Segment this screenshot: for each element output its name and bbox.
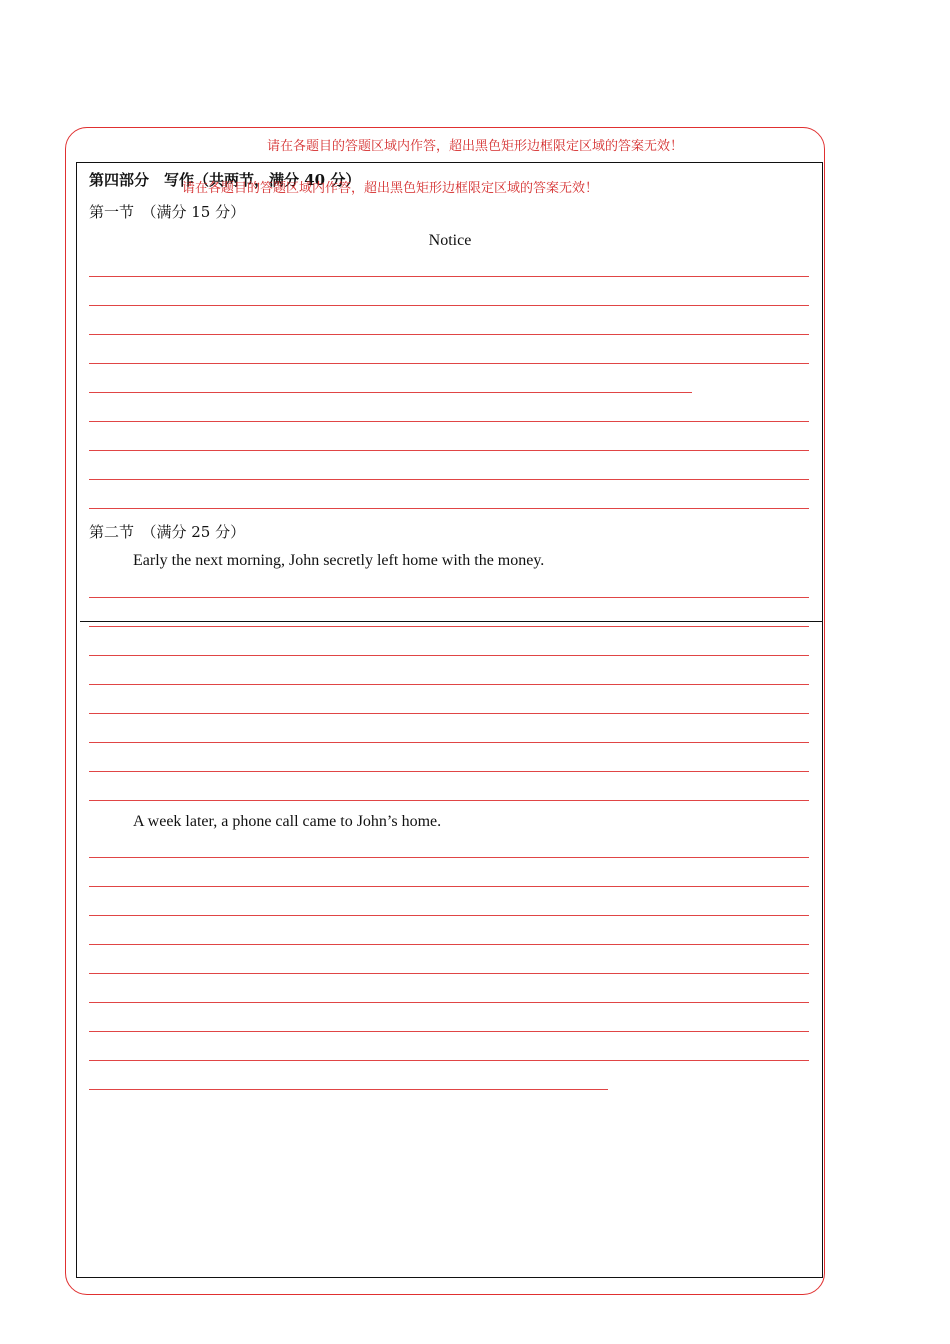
writing-line[interactable] (89, 944, 809, 945)
writing-line[interactable] (89, 742, 809, 743)
writing-line[interactable] (89, 800, 809, 801)
writing-line[interactable] (89, 713, 809, 714)
writing-line[interactable] (89, 915, 809, 916)
writing-line[interactable] (89, 771, 809, 772)
writing-line[interactable] (89, 684, 809, 685)
writing-line[interactable] (89, 305, 809, 306)
notice-heading: Notice (428, 232, 472, 249)
writing-line[interactable] (89, 1002, 809, 1003)
writing-line[interactable] (89, 857, 809, 858)
section1-title: 第一节 （满分 15 分） (89, 203, 246, 221)
continuation-prompt-1: Early the next morning, John secretly left home with the money. (133, 552, 545, 569)
answer-area-warning: 请在各题目的答题区域内作答，超出黑色矩形边框限定区域的答案无效！ (266, 139, 683, 154)
writing-line[interactable] (89, 363, 809, 364)
writing-line[interactable] (89, 626, 809, 627)
writing-line[interactable] (89, 479, 809, 480)
writing-line[interactable] (89, 597, 809, 598)
section2-title: 第二节 （满分 25 分） (89, 523, 246, 541)
writing-line[interactable] (89, 421, 809, 422)
writing-line[interactable] (89, 450, 809, 451)
writing-line[interactable] (89, 508, 809, 509)
writing-line[interactable] (89, 655, 809, 656)
answer-box-divider (80, 621, 822, 622)
writing-line[interactable] (89, 276, 809, 277)
writing-line[interactable] (89, 334, 809, 335)
continuation-prompt-2: A week later, a phone call came to John’s home. (133, 813, 442, 830)
answer-box-border (76, 162, 823, 1278)
writing-line[interactable] (89, 1089, 608, 1090)
writing-line[interactable] (89, 392, 692, 393)
writing-line[interactable] (89, 1060, 809, 1061)
writing-line[interactable] (89, 1031, 809, 1032)
writing-line[interactable] (89, 973, 809, 974)
writing-line[interactable] (89, 886, 809, 887)
answer-area-warning-overlap: 请在各题目的答题区域内作答，超出黑色矩形边框限定区域的答案无效！ (182, 181, 599, 196)
part-title: 第四部分 写作（共两节，满分 40 分） (89, 171, 361, 189)
